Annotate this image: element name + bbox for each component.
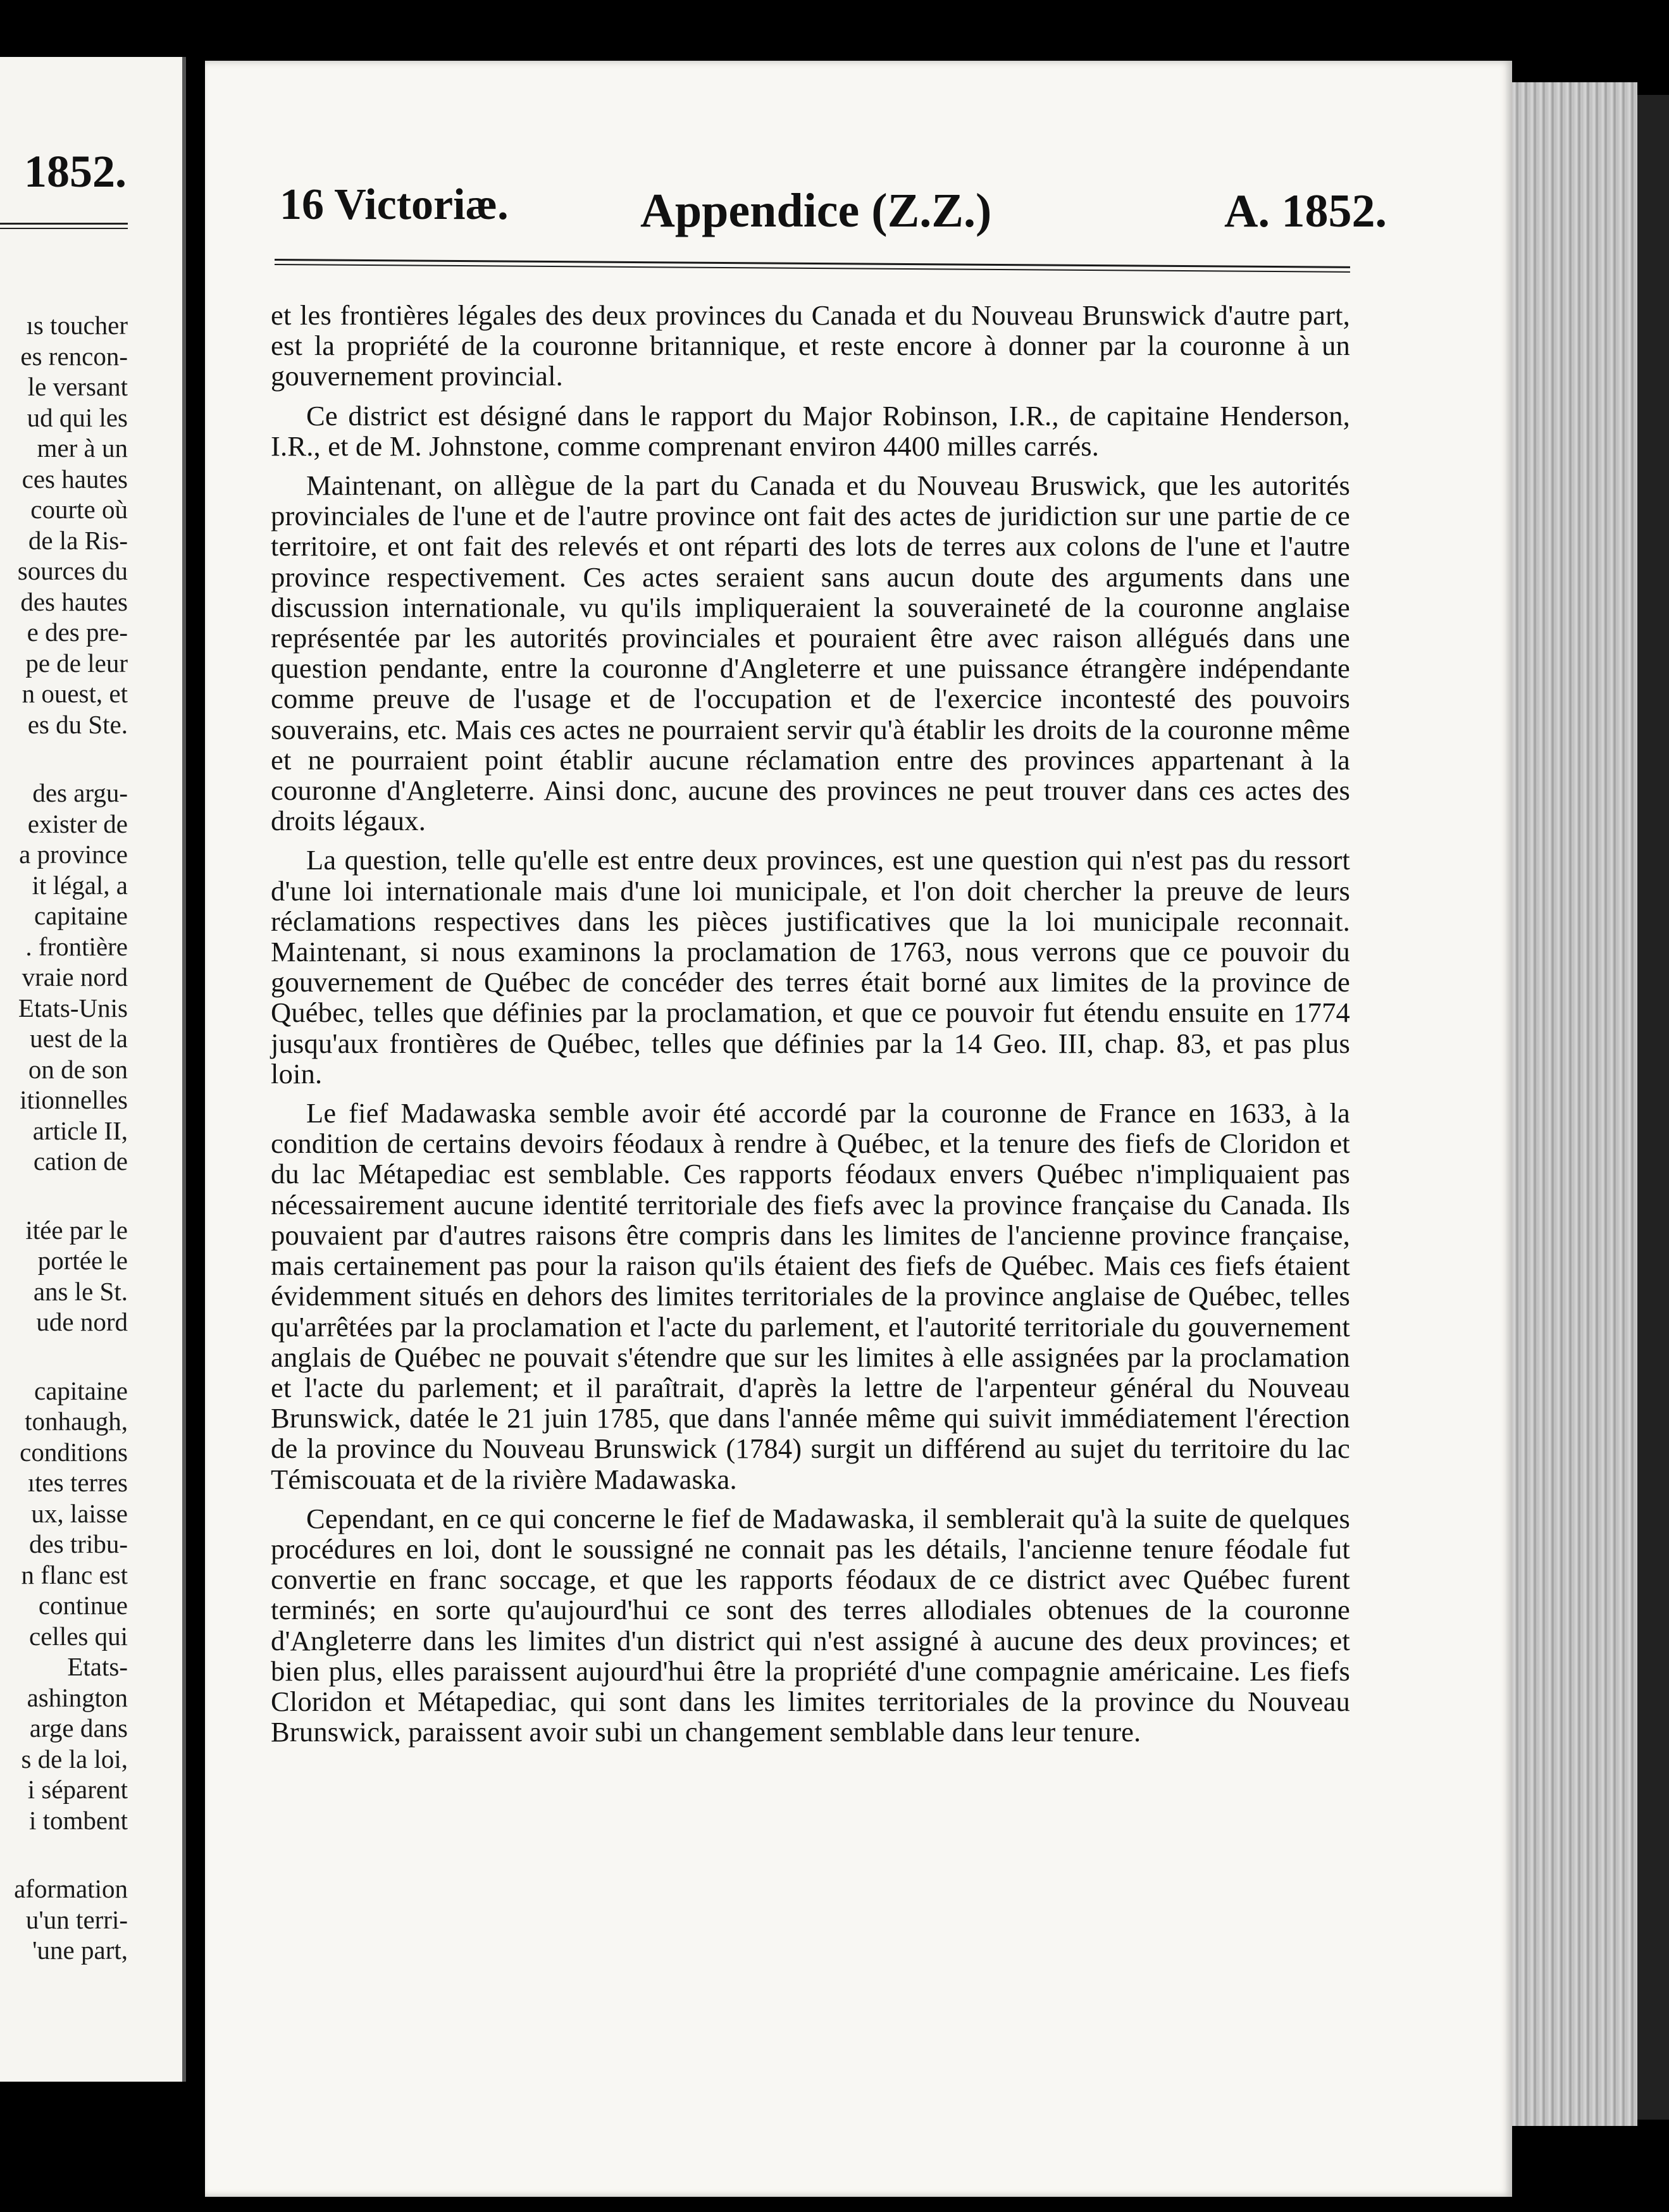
facing-line: n flanc est	[21, 1560, 128, 1589]
facing-line: u'un terri-	[25, 1904, 128, 1934]
facing-line: i tombent	[28, 1805, 128, 1835]
facing-line: ıs toucher	[26, 311, 128, 340]
facing-line: es rencon-	[20, 341, 128, 371]
paragraph: Cependant, en ce qui concerne le fief de Madawaska, il semblerait qu'à la suite de quelques procédures en loi, dont le soussigné ne connait pas les détails, l'ancienne tenure féodale fut convertie en franc soccage, et que les rapports féodaux de ce district avec Québec furent terminés; en sorte qu'aujourd'hui ce sont des terres allodiales obtenues de la couronne d'Angleterre dans les limites d'un district qui n'est assigné à aucune des deux provinces; et bien plus, elles paraissent aujourd'hui être la propriété d'une compagnie américaine. Les fiefs Cloridon et Métapediac, qui sont dans les limites territoriales de la province du Nouveau Brunswick, paraissent avoir subi un changement semblable dans leur tenure.	[271, 1502, 1350, 1748]
paragraph: La question, telle qu'elle est entre deux provinces, est une question qui n'est pas du ressort d'une loi internationale mais d'une loi municipale, et l'on doit chercher la preuve de leurs réclamations respectives dans les pièces justificatives que la loi municipale reconnait. Maintenant, si nous examinons la proclamation de 1763, nous verrons que ce pouvoir du gouvernement de Québec de concéder des terres était borné aux limites de la province de Québec, telles que définies par la proclamation, et que ce pouvoir fut étendu ensuite en 1774 jusqu'aux frontières de Québec, telles que définies par la 14 Geo. III, chap. 83, et pas plus loin.	[271, 844, 1350, 1090]
facing-line: tonhaugh,	[25, 1407, 128, 1436]
book-edge-shadow	[1637, 95, 1669, 2120]
facing-line: sources du	[17, 556, 128, 585]
paragraph: Maintenant, on allègue de la part du Canada et du Nouveau Bruswick, que les autorités provinciales de l'une et de l'autre province ont fait des actes de juridiction sur une partie de ce territoire, et ont fait des relevés et ont réparti des lots de terres aux colons de l'une et l'autre province respectivement. Ces actes seraient sans aucun doute des arguments dans une discussion internationale, vu qu'ils impliqueraient la souveraineté de la couronne anglaise représentée par les autorités provinciales et pouraient être avec raison allégués dans une question pendante, entre la couronne d'Angleterre et une puissance étrangère indépendante comme preuve de l'usage et de l'occupation et de l'exercice incontesté des pouvoirs souverains, etc. Mais ces actes ne pourraient servir qu'à établir les droits de la couronne même et ne pourraient point établir aucune réclamation entre des provinces appartenant à la couronne d'Angleterre. Ainsi donc, aucune des provinces ne peut trouver dans ces actes des droits légaux.	[271, 469, 1350, 837]
facing-line: ıtes terres	[27, 1468, 128, 1497]
facing-line: courte où	[30, 495, 128, 524]
running-header	[280, 180, 1387, 249]
facing-line: capitaine	[34, 901, 128, 930]
facing-line: a province	[19, 840, 128, 869]
facing-line: vraie nord	[22, 962, 128, 991]
facing-line: Etats-Unis	[18, 993, 128, 1022]
facing-line: uest de la	[30, 1024, 128, 1053]
facing-line: des tribu-	[29, 1529, 128, 1558]
facing-line: i séparent	[27, 1775, 128, 1804]
paragraph: Ce district est désigné dans le rapport du Major Robinson, I.R., de capitaine Henderson, I.R., et de M. Johnstone, comme comprenant environ 4400 milles carrés.	[271, 399, 1350, 462]
facing-line: . frontière	[25, 931, 128, 961]
facing-line: es du Ste.	[27, 709, 128, 739]
facing-line: Etats-	[67, 1652, 128, 1681]
facing-line: portée le	[37, 1246, 128, 1275]
header-year: A. 1852.	[1224, 185, 1387, 237]
header-title: Appendice (Z.Z.)	[640, 184, 992, 237]
facing-line: it légal, a	[32, 870, 128, 900]
facing-line: ude nord	[36, 1307, 128, 1336]
facing-line: arge dans	[29, 1713, 128, 1743]
facing-line: on de son	[28, 1054, 128, 1084]
facing-line: le versant	[27, 372, 128, 401]
facing-line: cation de	[33, 1146, 128, 1176]
facing-line: s de la loi,	[21, 1744, 128, 1774]
header-rule	[275, 259, 1350, 273]
facing-line: pe de leur	[25, 648, 128, 678]
facing-line: exister de	[27, 809, 128, 838]
facing-line: continue	[38, 1591, 128, 1620]
facing-line: article II,	[32, 1115, 128, 1145]
paragraph: Le fief Madawaska semble avoir été accordé par la couronne de France en 1633, à la condition de certains devoirs féodaux à rendre à Québec, et la tenure des fiefs de Cloridon et du lac Métapediac est semblable. Ces rapports féodaux envers Québec n'impliquaient pas nécessairement aucune identité territoriale des fiefs avec la province française du Canada. Ils pouvaient par d'autres raisons être compris dans les limites de l'ancienne province française, mais certainement pas pour la raison qu'ils étaient des fiefs de Québec. Mais ces fiefs étaient évidemment situés en dehors des limites territoriales de la province anglaise de Québec, telles qu'arrêtées par la proclamation et l'acte du parlement, et l'autorité territoriale du gouvernement anglais de Québec ne pouvait s'étendre que sur les limites à elle assignées par la proclamation et l'acte du parlement; et il paraîtrait, d'après la lettre de l'arpenteur général du Nouveau Brunswick, datée le 21 juin 1785, que dans l'année même qui suivit immédiatement l'érection de la province du Nouveau Brunswick (1784) surgit un différend au sujet du territoire du lac Témiscouata et de la rivière Madawaska.	[271, 1097, 1350, 1495]
facing-page	[0, 57, 186, 2082]
paragraph: et les frontières légales des deux provinces du Canada et du Nouveau Brunswick d'autre part, est la propriété de la couronne britannique, et reste encore à donner par la couronne à un gouvernement provincial.	[271, 299, 1350, 392]
facing-line: ans le St.	[33, 1276, 128, 1306]
facing-line: ux, laisse	[31, 1498, 128, 1528]
facing-line: de la Ris-	[28, 525, 128, 555]
facing-line: celles qui	[29, 1621, 128, 1651]
facing-line: des argu-	[32, 778, 128, 807]
facing-page-rule	[0, 223, 128, 229]
facing-line: itionnelles	[20, 1085, 128, 1114]
facing-line: aformation	[14, 1874, 128, 1903]
facing-line: itée par le	[25, 1215, 128, 1245]
facing-line: ces hautes	[22, 464, 128, 494]
facing-line: n ouest, et	[22, 679, 128, 708]
body-text	[271, 300, 1350, 1756]
facing-line: capitaine	[34, 1376, 128, 1405]
facing-line: des hautes	[20, 587, 128, 616]
book-page-edges	[1493, 82, 1637, 2126]
facing-line: ashington	[27, 1682, 128, 1712]
header-regnal-year: 16 Victoriæ.	[280, 180, 509, 229]
facing-line: ud qui les	[27, 402, 128, 432]
facing-line: mer à un	[37, 433, 128, 463]
facing-line: 'une part,	[32, 1936, 128, 1965]
facing-line: conditions	[20, 1437, 128, 1467]
main-page	[205, 61, 1512, 2197]
facing-line: e des pre-	[27, 618, 128, 647]
facing-page-text	[0, 310, 128, 1966]
facing-page-year: 1852.	[24, 146, 127, 197]
